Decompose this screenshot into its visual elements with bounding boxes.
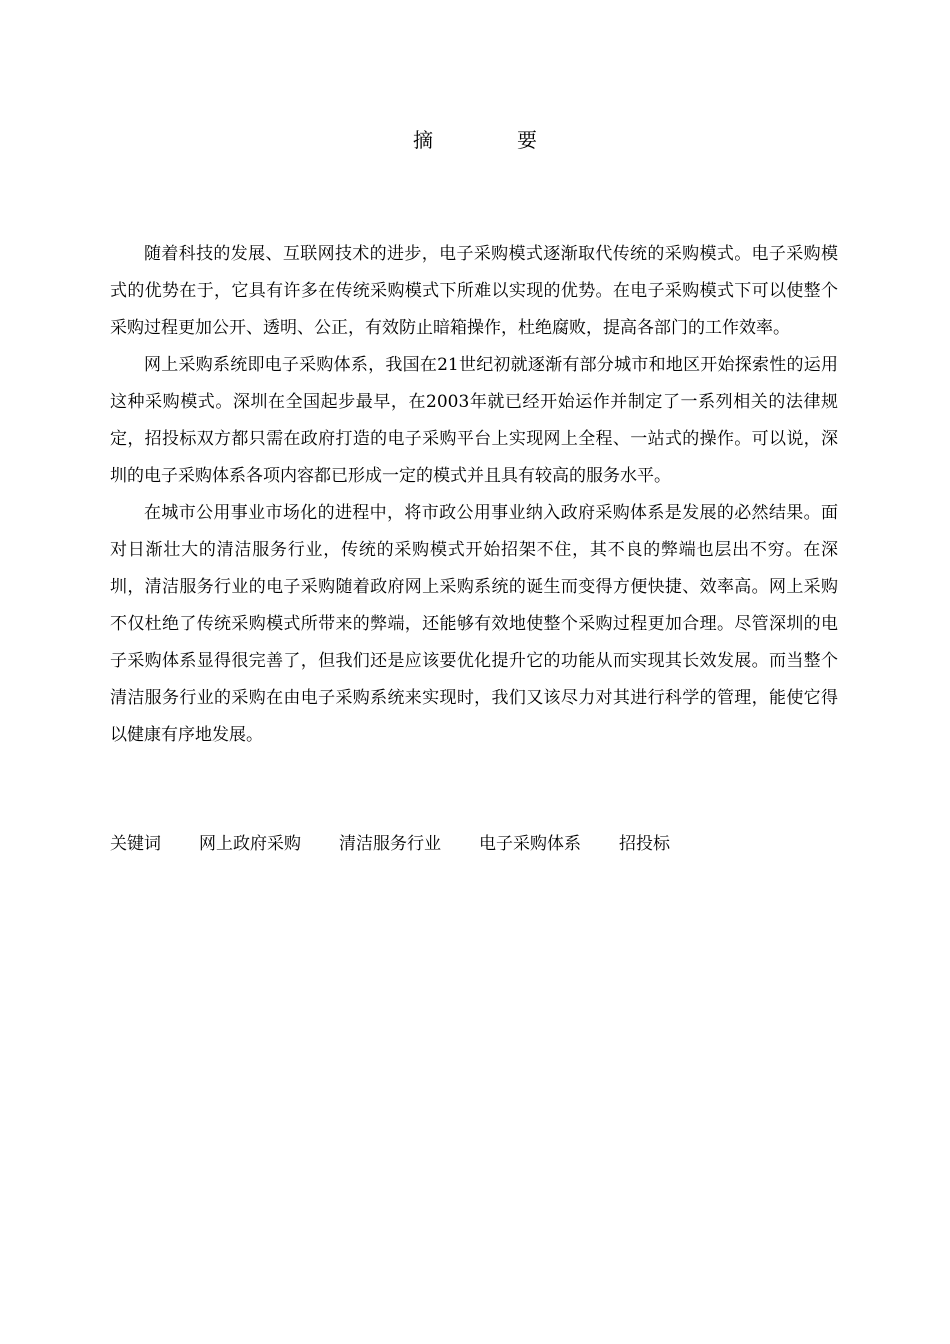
paragraph: 随着科技的发展、互联网技术的进步，电子采购模式逐渐取代传统的采购模式。电子采购模式的优势在于，它具有许多在传统采购模式下所难以实现的优势。在电子采购模式下可以使整个采购过程更加公开、透明、公正，有效防止暗箱操作，杜绝腐败，提高各部门的工作效率。 <box>110 244 838 338</box>
page-title <box>0 124 950 153</box>
title-char-1: 摘 <box>413 128 433 152</box>
paragraph: 在城市公用事业市场化的进程中，将市政公用事业纳入政府采购体系是发展的必然结果。面对日渐壮大的清洁服务行业，传统的采购模式开始招架不住，其不良的弊端也层出不穷。在深圳，清洁服务行业的电子采购随着政府网上采购系统的诞生而变得方便快捷、效率高。网上采购不仅杜绝了传统采购模式所带来的弊端，还能够有效地使整个采购过程更加合理。尽管深圳的电子采购体系显得很完善了，但我们还是应该要优化提升它的功能从而实现其长效发展。而当整个清洁服务行业的采购在由电子采购系统来实现时，我们又该尽力对其进行科学的管理，能使它得以健康有序地发展。 <box>110 503 838 745</box>
keywords-line <box>110 826 708 863</box>
abstract-body <box>110 236 838 754</box>
keyword-item: 网上政府采购 <box>199 834 301 854</box>
keywords-label: 关键词 <box>110 834 161 854</box>
keyword-item: 电子采购体系 <box>479 834 581 854</box>
keyword-item: 招投标 <box>619 834 670 854</box>
keyword-item: 清洁服务行业 <box>339 834 441 854</box>
paragraph: 网上采购系统即电子采购体系，我国在21世纪初就逐渐有部分城市和地区开始探索性的运用这种采购模式。深圳在全国起步最早，在2003年就已经开始运作并制定了一系列相关的法律规定，招投标双方都只需在政府打造的电子采购平台上实现网上全程、一站式的操作。可以说，深圳的电子采购体系各项内容都已形成一定的模式并且具有较高的服务水平。 <box>110 355 838 486</box>
title-char-2: 要 <box>517 128 537 152</box>
